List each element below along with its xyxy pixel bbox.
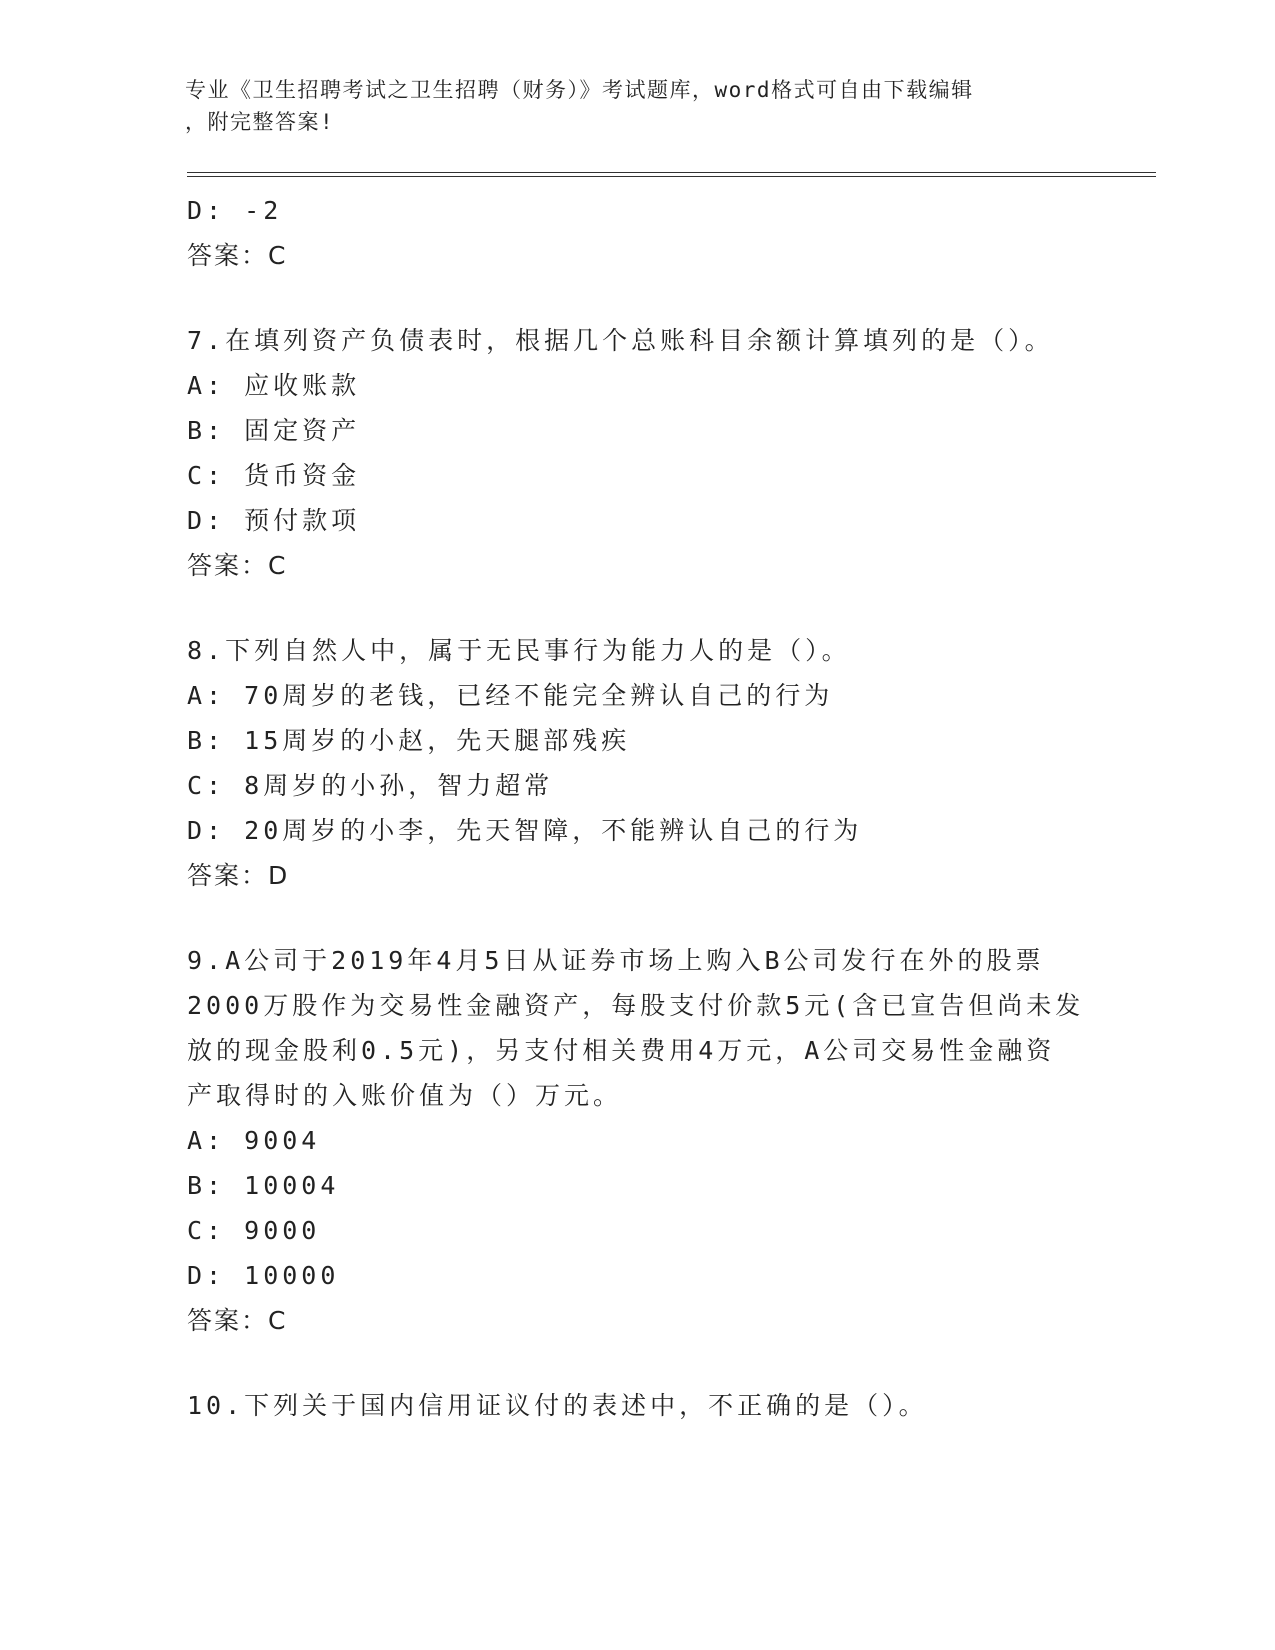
question-list: [187, 188, 1087, 1428]
question-stem: 10.下列关于国内信用证议付的表述中，不正确的是（）。: [187, 1391, 928, 1420]
option-d: D: -2: [187, 196, 283, 225]
question-stem: [187, 938, 1087, 1118]
question-10: [187, 1383, 1087, 1428]
option-c: C: 8周岁的小孙，智力超常: [187, 771, 554, 800]
option-c: C: 9000: [187, 1216, 321, 1245]
header-line-1: 专业《卫生招聘考试之卫生招聘（财务）》考试题库，word格式可自由下载编辑: [185, 78, 974, 102]
answer: 答案：D: [187, 861, 290, 890]
option-a: A: 9004: [187, 1126, 321, 1155]
option-b: B: 10004: [187, 1171, 340, 1200]
option-c: C: 货币资金: [187, 461, 361, 490]
document-header: [185, 74, 1065, 138]
option-d: D: 10000: [187, 1261, 340, 1290]
option-b: B: 15周岁的小赵，先天腿部残疾: [187, 726, 631, 755]
answer: 答案：C: [187, 241, 288, 270]
question-stem: 8.下列自然人中，属于无民事行为能力人的是（）。: [187, 636, 851, 665]
question-6-tail: [187, 188, 1087, 278]
question-8: [187, 628, 1087, 898]
question-9: [187, 938, 1087, 1343]
answer: 答案：C: [187, 1306, 288, 1335]
header-rule-bottom: [187, 176, 1156, 177]
question-stem-line: 2000万股作为交易性金融资产，每股支付价款5元(含已宣告但尚未发: [187, 991, 1085, 1020]
question-stem: 7.在填列资产负债表时，根据几个总账科目余额计算填列的是（）。: [187, 326, 1054, 355]
option-b: B: 固定资产: [187, 416, 361, 445]
option-d: D: 20周岁的小李，先天智障，不能辨认自己的行为: [187, 816, 863, 845]
header-rule-top: [187, 172, 1156, 173]
header-line-2: ，附完整答案!: [185, 110, 335, 134]
question-7: [187, 318, 1087, 588]
question-stem-line: 产取得时的入账价值为（）万元。: [187, 1081, 623, 1110]
answer: 答案：C: [187, 551, 288, 580]
option-a: A: 应收账款: [187, 371, 361, 400]
question-stem-line: 9.A公司于2019年4月5日从证券市场上购入B公司发行在外的股票: [187, 946, 1045, 975]
option-a: A: 70周岁的老钱，已经不能完全辨认自己的行为: [187, 681, 834, 710]
question-stem-line: 放的现金股利0.5元)，另支付相关费用4万元，A公司交易性金融资: [187, 1036, 1056, 1065]
option-d: D: 预付款项: [187, 506, 361, 535]
